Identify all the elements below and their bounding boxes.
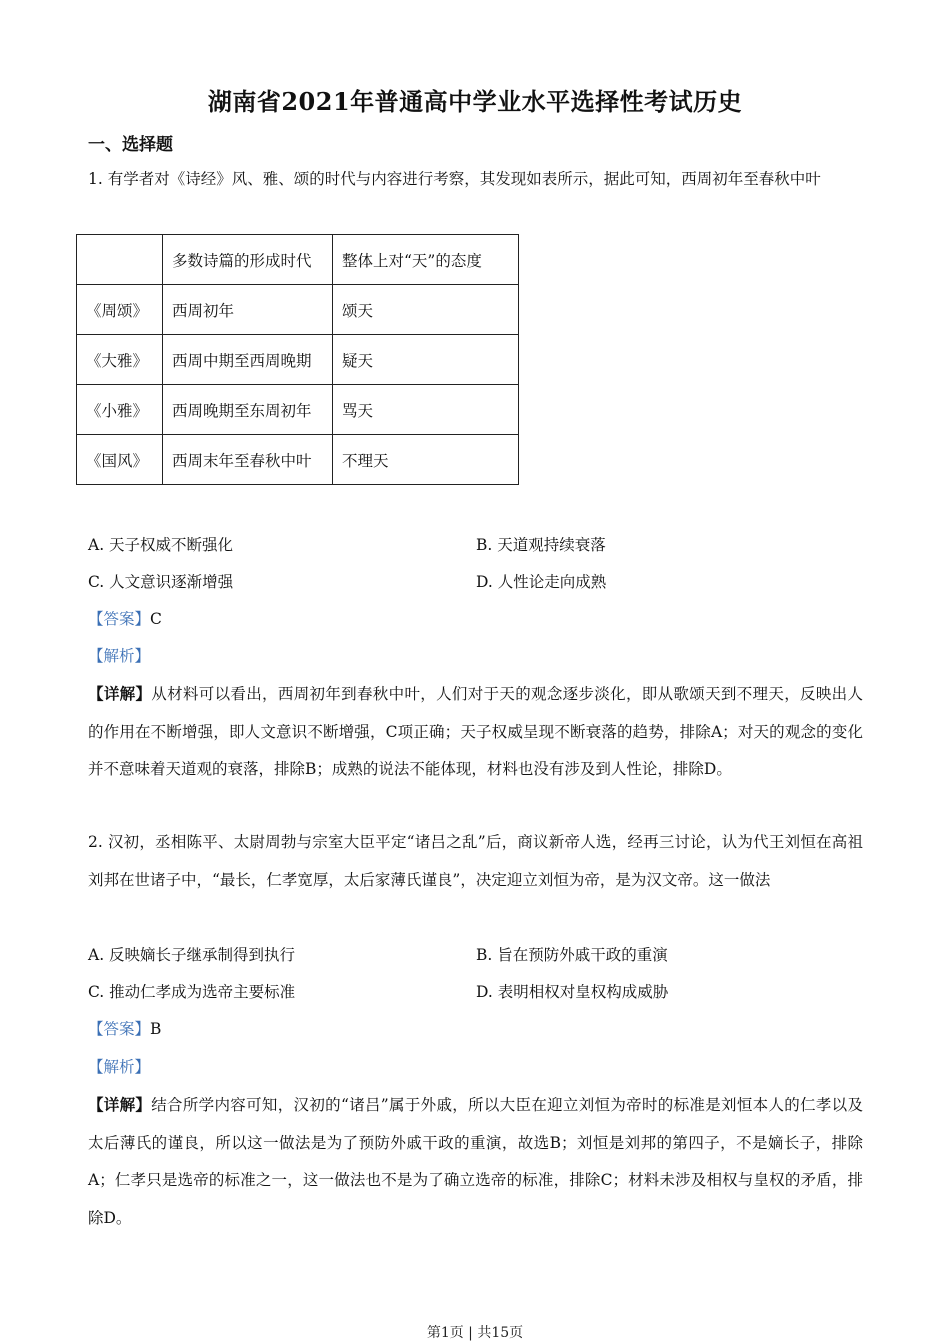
table-cell: 疑天 <box>333 335 519 385</box>
table-row <box>77 435 519 485</box>
table-row <box>77 385 519 435</box>
answer-value: B <box>150 1020 162 1038</box>
q1-analysis-label: 【解析】 <box>88 647 151 665</box>
table-cell: 颂天 <box>333 285 519 335</box>
shijing-table <box>76 234 519 485</box>
q2-option-b: B. 旨在预防外戚干政的重演 <box>476 946 668 964</box>
answer-label: 【答案】 <box>88 1020 151 1038</box>
detail-label: 【详解】 <box>88 1095 152 1114</box>
table-cell: 《国风》 <box>77 435 163 485</box>
table-cell: 《周颂》 <box>77 285 163 335</box>
page-title: 湖南省2021年普通高中学业水平选择性考试历史 <box>207 87 743 116</box>
answer-label: 【答案】 <box>88 610 151 628</box>
answer-value: C <box>150 610 162 628</box>
q2-detail <box>88 1086 863 1237</box>
q1-option-c: C. 人文意识逐渐增强 <box>88 573 234 591</box>
detail-text: 从材料可以看出，西周初年到春秋中叶，人们对于天的观念逐步淡化，即从歌颂天到不理天，反映出人的作用在不断增强，即人文意识不断增强，C项正确；天子权威呈现不断衰落的趋势，排除A；对天的观念的变化并不意味着天道观的衰落，排除B；成熟的说法不能体现，材料也没有涉及到人性论，排除D。 <box>88 685 863 778</box>
table-cell: 骂天 <box>333 385 519 435</box>
table-cell: 西周初年 <box>163 285 333 335</box>
table-header-row <box>77 235 519 285</box>
q2-analysis-label: 【解析】 <box>88 1058 151 1076</box>
table-cell <box>77 235 163 285</box>
table-header-cell: 整体上对“天”的态度 <box>333 235 519 285</box>
detail-text: 结合所学内容可知，汉初的“诸吕”属于外戚，所以大臣在迎立刘恒为帝时的标准是刘恒本人的仁孝以及太后薄氏的谨良，所以这一做法是为了预防外戚干政的重演，故选B；刘恒是刘邦的第四子，不是嫡长子，排除A；仁孝只是选帝的标准之一，这一做法也不是为了确立选帝的标准，排除C；材料未涉及相权与皇权的矛盾，排除D。 <box>88 1096 863 1227</box>
question-1-stem: 1. 有学者对《诗经》风、雅、颂的时代与内容进行考察，其发现如表所示，据此可知，西周初年至春秋中叶 <box>88 170 821 188</box>
table-header-cell: 多数诗篇的形成时代 <box>163 235 333 285</box>
section-heading: 一、选择题 <box>88 135 173 155</box>
table-row <box>77 285 519 335</box>
table-cell: 西周中期至西周晚期 <box>163 335 333 385</box>
q2-answer <box>88 1018 161 1040</box>
table-cell: 《小雅》 <box>77 385 163 435</box>
q1-option-a: A. 天子权威不断强化 <box>88 536 234 554</box>
detail-label: 【详解】 <box>88 684 152 703</box>
q1-answer <box>88 608 162 630</box>
table-row <box>77 335 519 385</box>
table-cell: 西周末年至春秋中叶 <box>163 435 333 485</box>
q2-option-c: C. 推动仁孝成为选帝主要标准 <box>88 983 296 1001</box>
table-cell: 不理天 <box>333 435 519 485</box>
page-footer: 第1页 | 共15页 <box>426 1325 524 1341</box>
q2-option-a: A. 反映嫡长子继承制得到执行 <box>88 946 296 964</box>
q1-option-d: D. 人性论走向成熟 <box>476 573 607 591</box>
q1-detail <box>88 675 863 789</box>
q2-option-d: D. 表明相权对皇权构成威胁 <box>476 983 669 1001</box>
table-cell: 《大雅》 <box>77 335 163 385</box>
table-cell: 西周晚期至东周初年 <box>163 385 333 435</box>
question-2-stem: 2. 汉初，丞相陈平、太尉周勃与宗室大臣平定“诸吕之乱”后，商议新帝人选，经再三讨论，认为代王刘恒在高祖刘邦在世诸子中，“最长，仁孝宽厚，太后家薄氏谨良”，决定迎立刘恒为帝，是为汉文帝。这一做法 <box>88 833 863 889</box>
q1-option-b: B. 天道观持续衰落 <box>476 536 606 554</box>
